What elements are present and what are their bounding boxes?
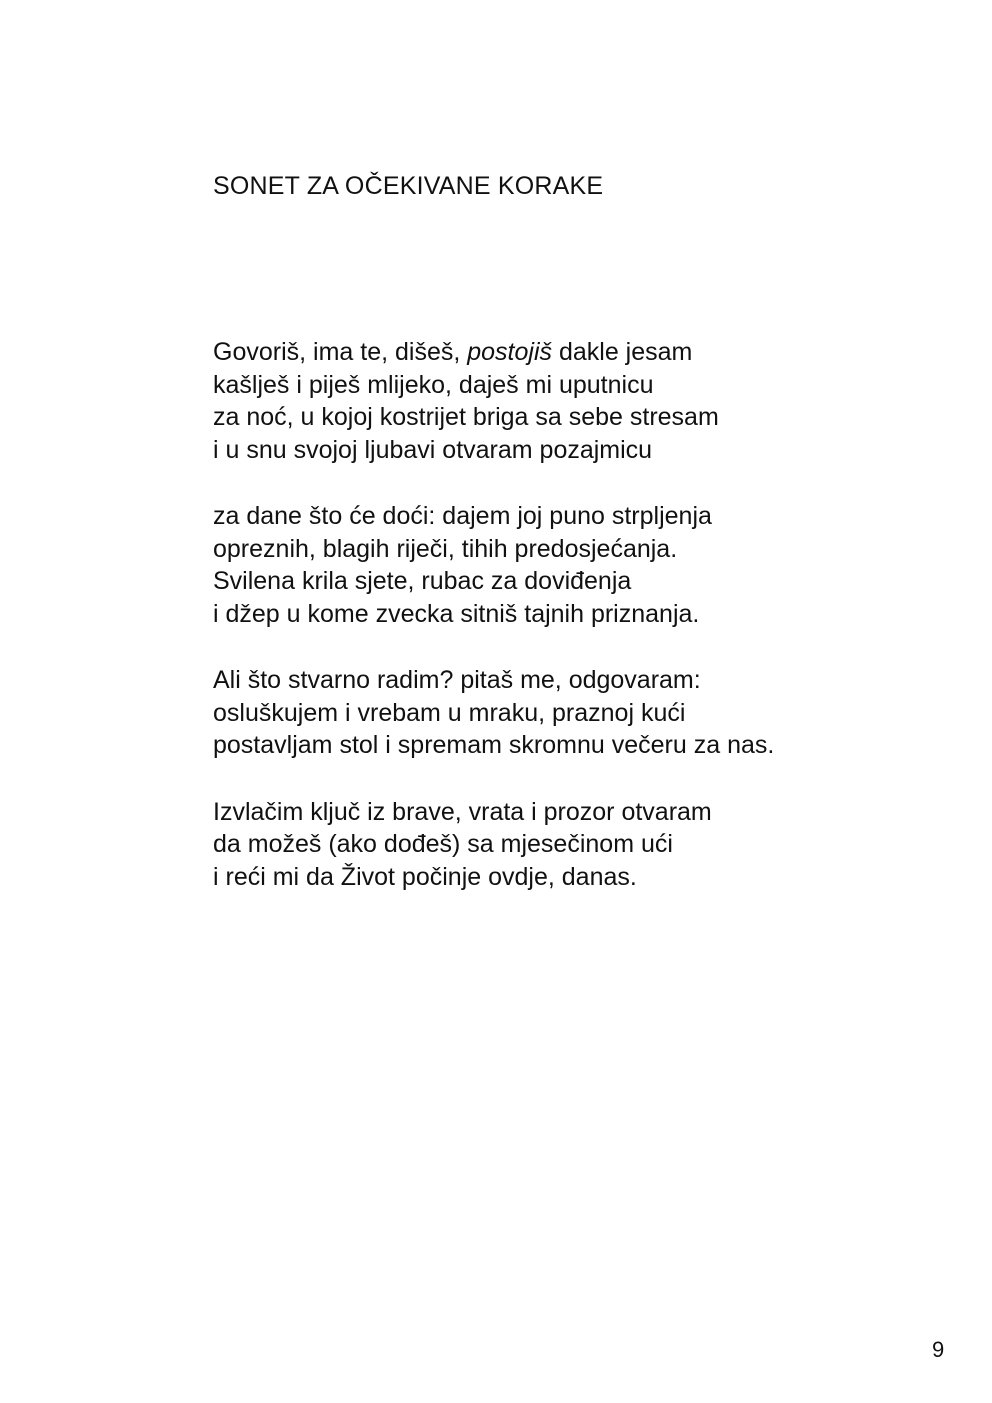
page-number: 9 <box>932 1337 945 1362</box>
poem-line: Svilena krila sjete, rubac za doviđenja <box>213 567 632 595</box>
poem-line <box>213 336 913 369</box>
poem-line: postavljam stol i spremam skromnu večeru za nas. <box>213 731 775 759</box>
poem-line: osluškujem i vrebam u mraku, praznoj kući <box>213 698 686 727</box>
poem-line: da možeš (ako dođeš) sa mjesečinom ući <box>213 830 673 858</box>
stanza-2 <box>213 500 913 630</box>
stanza-3 <box>213 664 913 762</box>
poem-line: kašlješ i piješ mlijeko, daješ mi uputnicu <box>213 370 654 399</box>
stanza-4 <box>213 796 913 894</box>
poem-line: i reći mi da Život počinje ovdje, danas. <box>213 862 637 891</box>
stanza-1 <box>213 336 913 466</box>
poem-line: Izvlačim ključ iz brave, vrata i prozor otvaram <box>213 797 712 826</box>
line-text-after-italic: dakle jesam <box>552 338 693 366</box>
poem-line: Ali što stvarno radim? pitaš me, odgovaram: <box>213 666 701 694</box>
poem-line: za noć, u kojoj kostrijet briga sa sebe stresam <box>213 403 719 431</box>
line-text-before-italic: Govoriš, ima te, dišeš, <box>213 338 468 366</box>
poem-line: i džep u kome zvecka sitniš tajnih priznanja. <box>213 599 700 628</box>
poem-line: opreznih, blagih riječi, tihih predosjećanja. <box>213 534 678 563</box>
poem-title: SONET ZA OČEKIVANE KORAKE <box>213 172 604 200</box>
poem-line: i u snu svojoj ljubavi otvaram pozajmicu <box>213 435 653 464</box>
poem-line: za dane što će doći: dajem joj puno strpljenja <box>213 502 712 530</box>
line-text-italic: postojiš <box>467 338 553 366</box>
poem-body <box>213 336 913 927</box>
